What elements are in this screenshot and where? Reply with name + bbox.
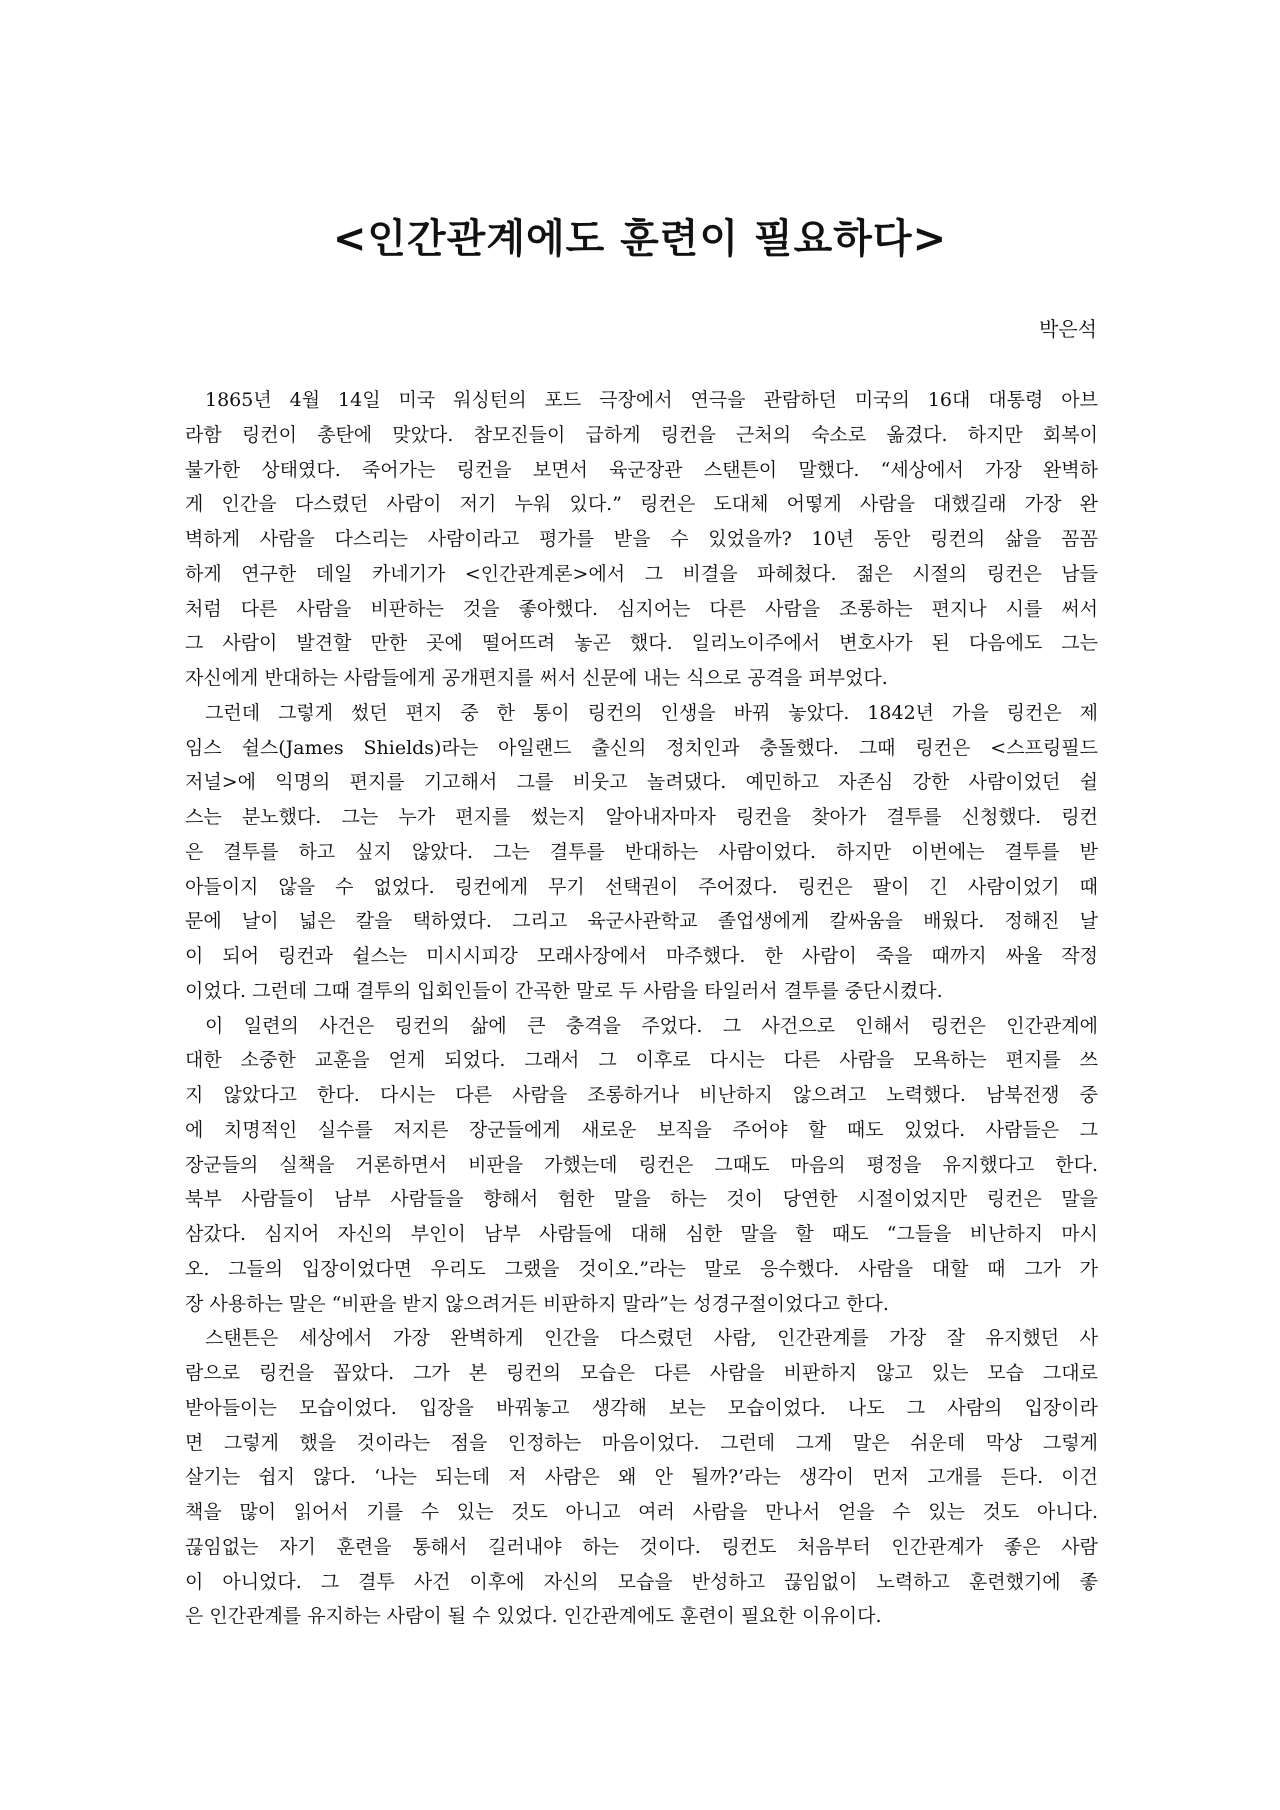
text-line: 책을 많이 읽어서 기를 수 있는 것도 아니고 여러 사람을 만나서 얻을 수 있는 것도 아니다. [185, 1501, 1098, 1523]
text-line: 에 치명적인 실수를 저지른 장군들에게 새로운 보직을 주어야 할 때도 있었다. 사람들은 그 [185, 1118, 1098, 1141]
text-line: 처럼 다른 사람을 비판하는 것을 좋아했다. 심지어는 다른 사람을 조롱하는 편지나 시를 써서 [185, 597, 1098, 620]
text-line: 은 인간관계를 유지하는 사람이 될 수 있었다. 인간관계에도 훈련이 필요한 이유이다. [185, 1605, 882, 1628]
text-line: 벽하게 사람을 다스리는 사람이라고 평가를 받을 수 있었을까? 10년 동안 링컨의 삶을 꼼꼼 [185, 528, 1098, 550]
text-line: 스는 분노했다. 그는 누가 편지를 썼는지 알아내자마자 링컨을 찾아가 결투를 신청했다. 링컨 [185, 806, 1098, 828]
text-line: 문에 날이 넓은 칼을 택하였다. 그리고 육군사관학교 졸업생에게 칼싸움을 배웠다. 정해진 날 [185, 910, 1098, 933]
text-line: 람으로 링컨을 꼽았다. 그가 본 링컨의 모습은 다른 사람을 비판하지 않고 있는 모습 그대로 [185, 1362, 1098, 1384]
text-line: 게 인간을 다스렸던 사람이 저기 누워 있다.” 링컨은 도대체 어떻게 사람을 대했길래 가장 완 [185, 493, 1098, 516]
text-line: 은 결투를 하고 싶지 않았다. 그는 결투를 반대하는 사람이었다. 하지만 이번에는 결투를 받 [185, 840, 1098, 863]
paragraph [185, 1321, 1098, 1634]
text-line: 면 그렇게 했을 것이라는 점을 인정하는 마음이었다. 그런데 그게 말은 쉬운데 막상 그렇게 [185, 1431, 1098, 1454]
text-line: 라함 링컨이 총탄에 맞았다. 참모진들이 급하게 링컨을 근처의 숙소로 옮겼다. 하지만 회복이 [185, 423, 1098, 446]
text-line: 1865년 4월 14일 미국 워싱턴의 포드 극장에서 연극을 관람하던 미국의 16대 대통령 아브 [205, 389, 1098, 411]
text-line: 삼갔다. 심지어 자신의 부인이 남부 사람들에 대해 심한 말을 할 때도 “그들을 비난하지 마시 [185, 1223, 1098, 1245]
author-name: 박은석 [1039, 317, 1097, 341]
text-line: 대한 소중한 교훈을 얻게 되었다. 그래서 그 이후로 다시는 다른 사람을 모욕하는 편지를 쓰 [185, 1049, 1098, 1072]
text-line: 이 아니었다. 그 결투 사건 이후에 자신의 모습을 반성하고 끊임없이 노력하고 훈련했기에 좋 [185, 1570, 1098, 1593]
text-line: 스탠튼은 세상에서 가장 완벽하게 인간을 다스렸던 사람, 인간관계를 가장 잘 유지했던 사 [205, 1327, 1098, 1350]
text-line: 그 사람이 발견할 만한 곳에 떨어뜨려 놓곤 했다. 일리노이주에서 변호사가 된 다음에도 그는 [185, 632, 1098, 655]
text-line: 장군들의 실책을 거론하면서 비판을 가했는데 링컨은 그때도 마음의 평정을 유지했다고 한다. [185, 1153, 1098, 1176]
text-line: 지 않았다고 한다. 다시는 다른 사람을 조롱하거나 비난하지 않으려고 노력했다. 남북전쟁 중 [185, 1084, 1098, 1106]
text-line: 오. 그들의 입장이었다면 우리도 그랬을 것이오.”라는 말로 응수했다. 사람을 대할 때 그가 가 [185, 1257, 1098, 1280]
text-line: 끊임없는 자기 훈련을 통해서 길러내야 하는 것이다. 링컨도 처음부터 인간관계가 좋은 사람 [185, 1535, 1098, 1558]
text-line: 자신에게 반대하는 사람들에게 공개편지를 써서 신문에 내는 식으로 공격을 퍼부었다. [185, 667, 888, 689]
text-line: 하게 연구한 데일 카네기가 <인간관계론>에서 그 비결을 파헤쳤다. 젊은 시절의 링컨은 남들 [185, 562, 1098, 585]
text-line: 저널>에 익명의 편지를 기고해서 그를 비웃고 놀려댔다. 예민하고 자존심 강한 사람이었던 쉴 [185, 771, 1098, 794]
text-line: 장 사용하는 말은 “비판을 받지 않으려거든 비판하지 말라”는 성경구절이었다고 한다. [185, 1292, 889, 1315]
text-line: 이었다. 그런데 그때 결투의 입회인들이 간곡한 말로 두 사람을 타일러서 결투를 중단시켰다. [185, 979, 943, 1002]
text-line: 북부 사람들이 남부 사람들을 향해서 험한 말을 하는 것이 당연한 시절이었지만 링컨은 말을 [185, 1188, 1098, 1211]
text-line: 임스 쉴스(James Shields)라는 아일랜드 출신의 정치인과 충돌했다. 그때 링컨은 <스프링필드 [185, 736, 1098, 759]
text-line: 이 일련의 사건은 링컨의 삶에 큰 충격을 주었다. 그 사건으로 인해서 링컨은 인간관계에 [205, 1014, 1098, 1037]
paragraph [185, 383, 1098, 696]
document-title: <인간관계에도 훈련이 필요하다> [332, 216, 948, 262]
text-line: 불가한 상태였다. 죽어가는 링컨을 보면서 육군장관 스탠튼이 말했다. “세상에서 가장 완벽하 [185, 458, 1098, 481]
text-line: 살기는 쉽지 않다. ‘나는 되는데 저 사람은 왜 안 될까?’라는 생각이 먼저 고개를 든다. 이건 [185, 1466, 1098, 1489]
paragraph [185, 1009, 1098, 1322]
document-body [185, 383, 1098, 1634]
text-line: 이 되어 링컨과 쉴스는 미시시피강 모래사장에서 마주했다. 한 사람이 죽을 때까지 싸울 작정 [185, 945, 1098, 967]
text-line: 받아들이는 모습이었다. 입장을 바꿔놓고 생각해 보는 모습이었다. 나도 그 사람의 입장이라 [185, 1396, 1098, 1419]
paragraph [185, 696, 1098, 1009]
text-line: 아들이지 않을 수 없었다. 링컨에게 무기 선택권이 주어졌다. 링컨은 팔이 긴 사람이었기 때 [185, 875, 1098, 898]
text-line: 그런데 그렇게 썼던 편지 중 한 통이 링컨의 인생을 바꿔 놓았다. 1842년 가을 링컨은 제 [205, 701, 1098, 724]
